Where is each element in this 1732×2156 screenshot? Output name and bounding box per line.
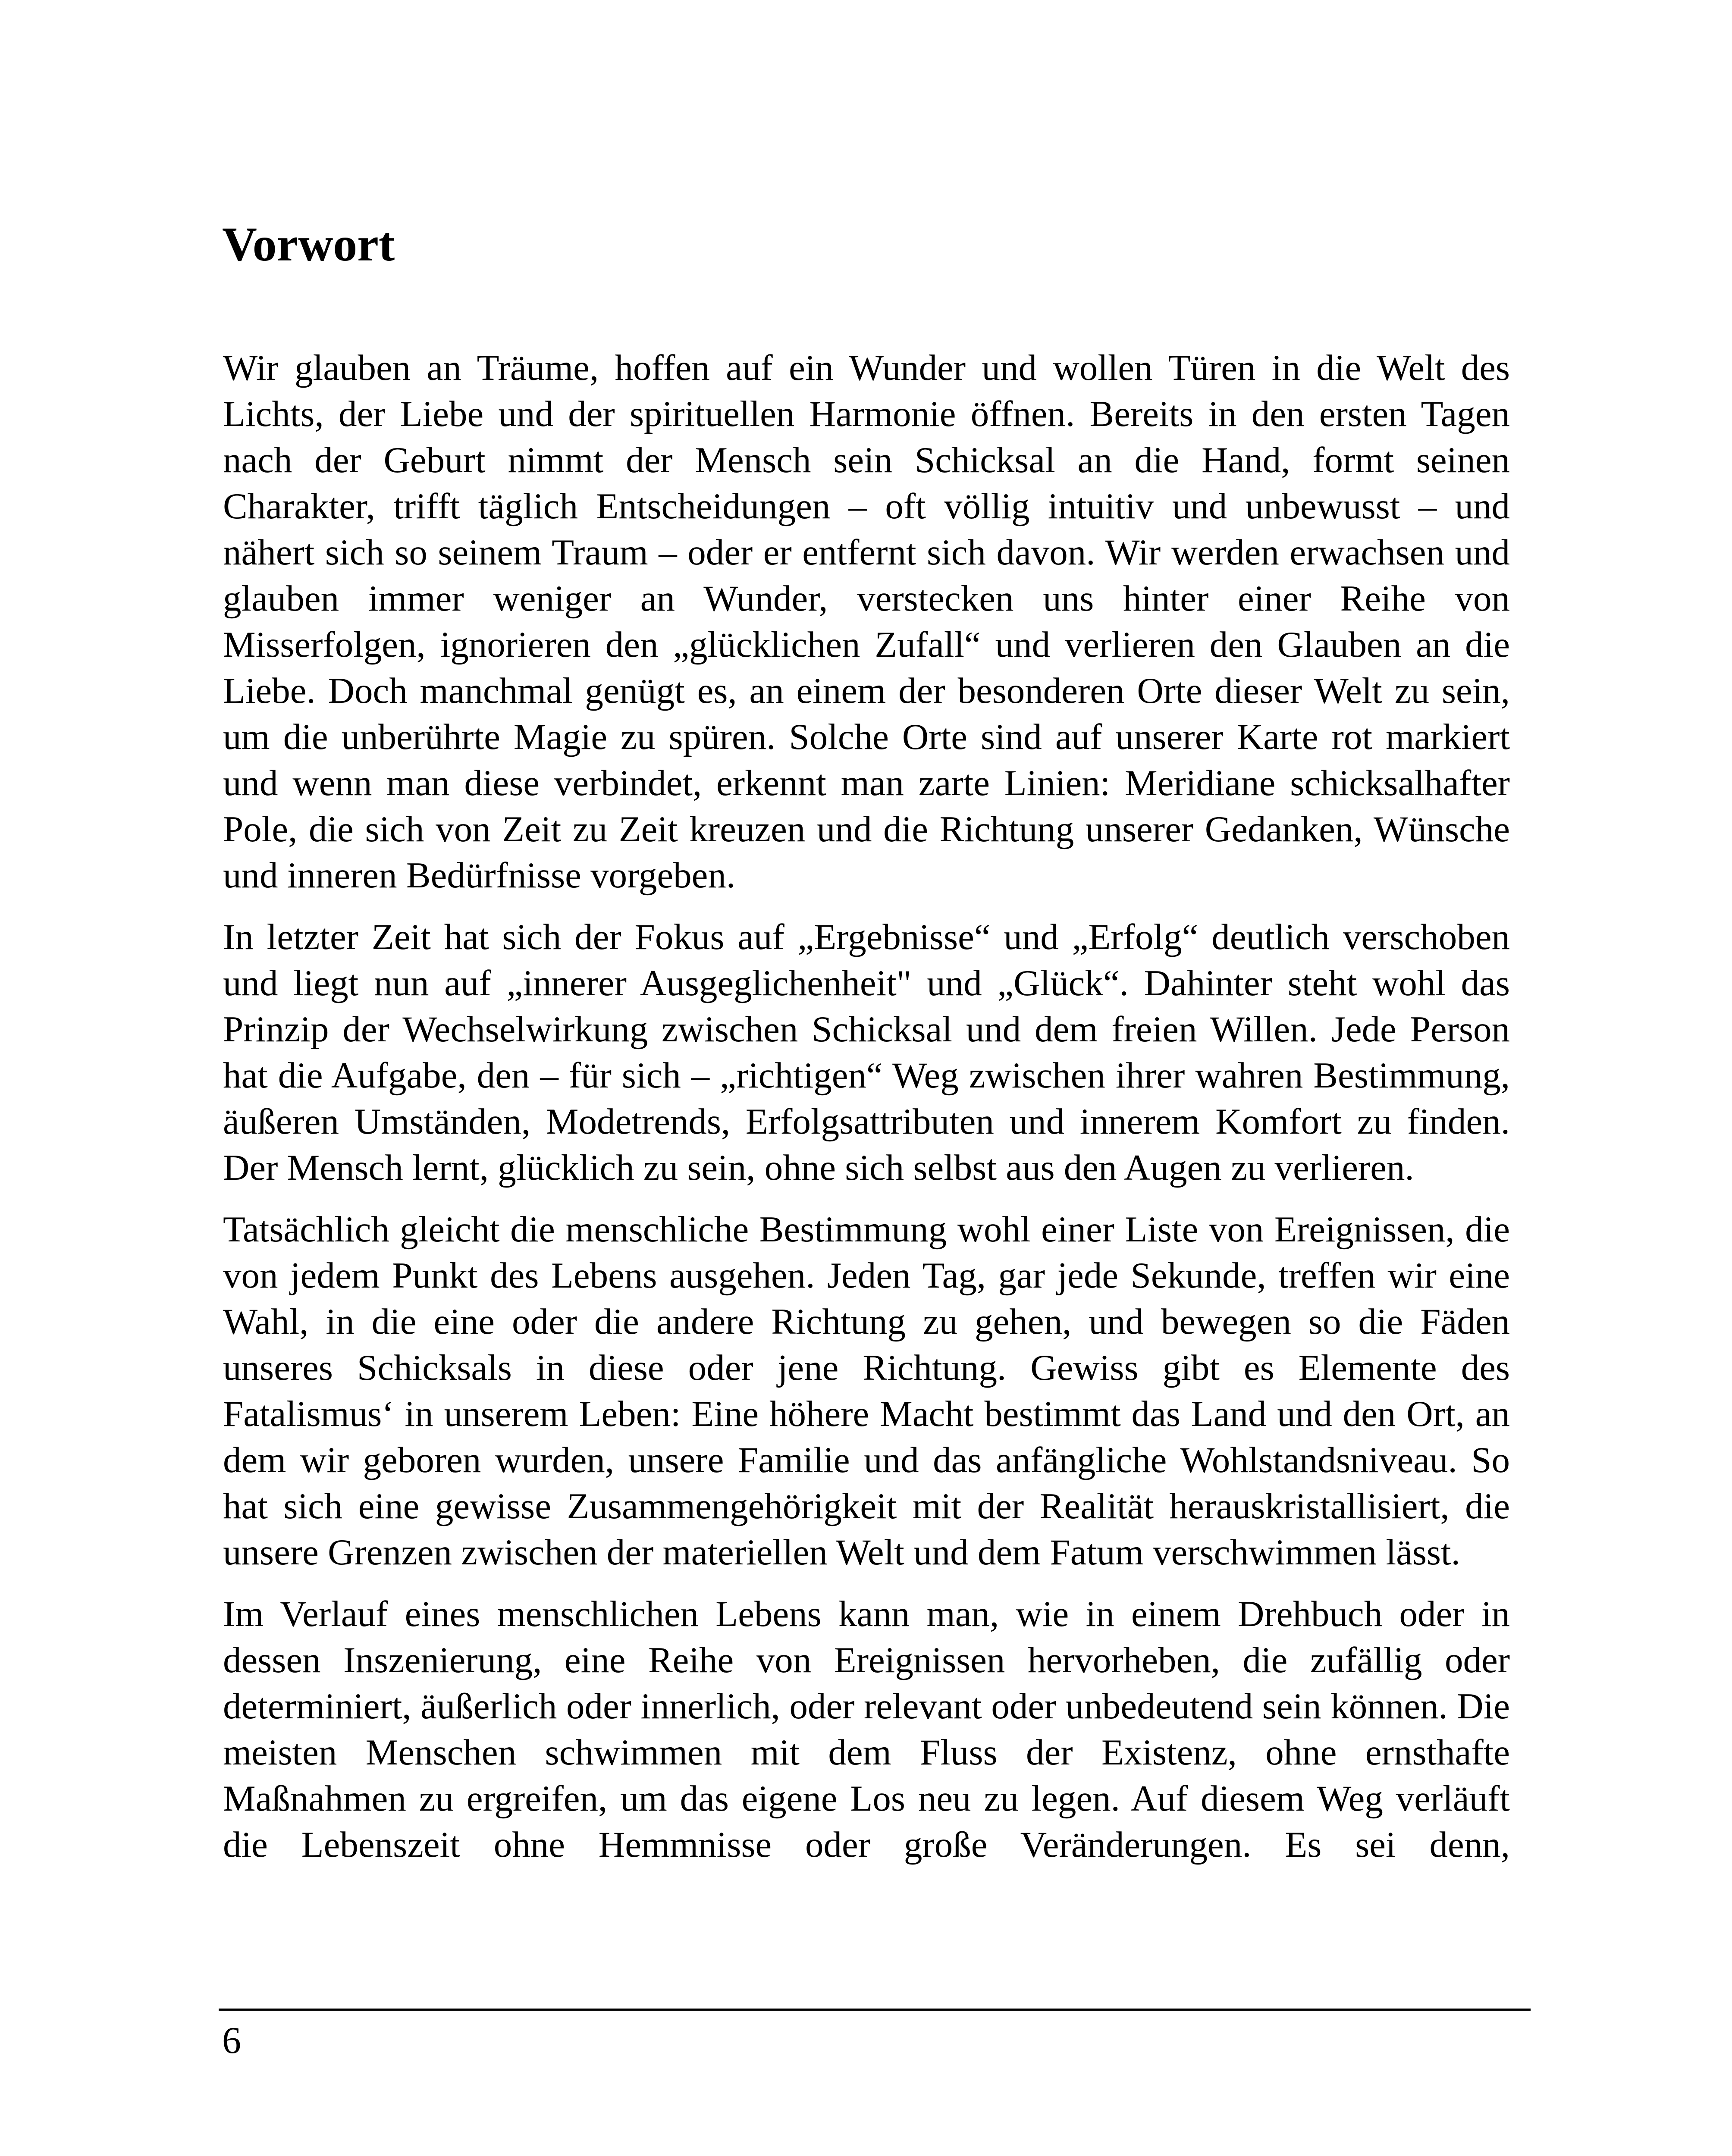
page-number: 6	[222, 2020, 241, 2062]
chapter-heading: Vorwort	[222, 218, 395, 271]
paragraph-1: Wir glauben an Träume, hoffen auf ein Wunder und wollen Türen in die Welt des Lichts, der Liebe und der spirituellen Harmonie öffnen. Bereits in den ersten Tagen nach der Geburt nimmt der Mensch sein Schicksal an die Hand, formt seinen Charakter, trifft täglich Entscheidungen – oft völlig intuitiv und unbewusst – und nähert sich so seinem Traum – oder er entfernt sich davon. Wir werden erwachsen und glauben immer weniger an Wunder, verstecken uns hinter einer Reihe von Misserfolgen, ignorieren den „glücklichen Zufall“ und verlieren den Glauben an die Liebe. Doch manchmal genügt es, an einem der besonderen Orte dieser Welt zu sein, um die unberührte Magie zu spüren. Solche Orte sind auf unserer Karte rot markiert und wenn man diese verbindet, erkennt man zarte Linien: Meridiane schicksalhafter Pole, die sich von Zeit zu Zeit kreuzen und die Richtung unserer Gedanken, Wünsche und inneren Bedürfnisse vorgeben.	[223, 348, 1510, 896]
paragraph-3: Tatsächlich gleicht die menschliche Bestimmung wohl einer Liste von Ereignissen, die von jedem Punkt des Lebens ausgehen. Jeden Tag, gar jede Sekunde, treffen wir eine Wahl, in die eine oder die andere Richtung zu gehen, und bewegen so die Fäden unseres Schicksals in diese oder jene Richtung. Gewiss gibt es Elemente des Fatalismus‘ in unserem Leben: Eine höhere Macht bestimmt das Land und den Ort, an dem wir geboren wurden, unsere Familie und das anfängliche Wohlstandsniveau. So hat sich eine gewisse Zusammengehörigkeit mit der Realität herauskristallisiert, die unsere Grenzen zwischen der materiellen Welt und dem Fatum verschwimmen lässt.	[223, 1209, 1510, 1573]
paragraph-4: Im Verlauf eines menschlichen Lebens kann man, wie in einem Drehbuch oder in dessen Inszenierung, eine Reihe von Ereignissen hervorheben, die zufällig oder determiniert, äußerlich oder innerlich, oder relevant oder unbedeutend sein können. Die meisten Menschen schwimmen mit dem Fluss der Existenz, ohne ernsthafte Maßnahmen zu ergreifen, um das eigene Los neu zu legen. Auf diesem Weg verläuft die Lebenszeit ohne Hemmnisse oder große Veränderungen. Es sei denn,	[223, 1594, 1510, 1865]
footer-rule	[219, 2009, 1531, 2011]
paragraph-2: In letzter Zeit hat sich der Fokus auf „Ergebnisse“ und „Erfolg“ deutlich verschoben und liegt nun auf „innerer Ausgeglichenheit" und „Glück“. Dahinter steht wohl das Prinzip der Wechselwirkung zwischen Schicksal und dem freien Willen. Jede Person hat die Aufgabe, den – für sich – „richtigen“ Weg zwischen ihrer wahren Bestimmung, äußeren Umständen, Modetrends, Erfolgsattributen und innerem Komfort zu finden. Der Mensch lernt, glücklich zu sein, ohne sich selbst aus den Augen zu verlieren.	[223, 917, 1510, 1188]
body-text	[223, 345, 1510, 1868]
